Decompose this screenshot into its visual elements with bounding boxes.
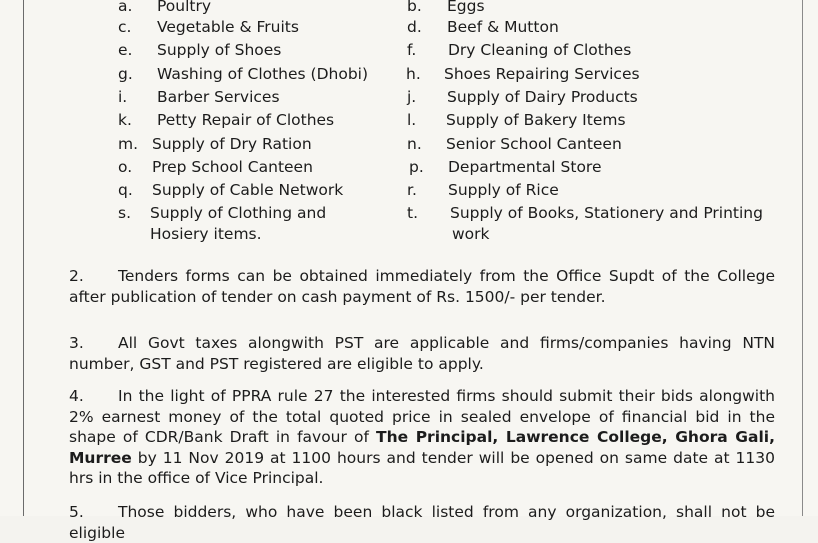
item-letter: f. xyxy=(407,41,417,59)
paragraph-text: All Govt taxes alongwith PST are applicable and firms/companies having NTN number, GST and PST registered are eligible to apply. xyxy=(69,334,775,373)
item-letter: g. xyxy=(118,65,133,83)
item-letter: p. xyxy=(409,158,424,176)
item-text-continued: work xyxy=(452,225,490,243)
item-text: Supply of Dairy Products xyxy=(447,88,638,106)
item-text: Prep School Canteen xyxy=(152,158,313,176)
item-letter: l. xyxy=(407,111,417,129)
item-letter: c. xyxy=(118,18,132,36)
paragraph-text-after: by 11 Nov 2019 at 1100 hours and tender will be opened on same date at 1130 hrs in the office of Vice Principal. xyxy=(69,448,775,487)
item-text: Shoes Repairing Services xyxy=(444,65,640,83)
paragraph-number: 5. xyxy=(69,503,84,521)
item-letter: b. xyxy=(407,0,422,15)
paragraph-text: Those bidders, who have been black listed from any organization, shall not be eligible xyxy=(69,503,775,542)
item-text: Supply of Shoes xyxy=(157,41,282,59)
margin-line-right xyxy=(802,0,803,516)
item-text: Supply of Rice xyxy=(448,181,559,199)
paragraph-text: Tenders forms can be obtained immediately from the Office Supdt of the College after publication of tender on cash payment of Rs. 1500/- per tender. xyxy=(69,267,775,306)
item-text: Barber Services xyxy=(157,88,280,106)
paragraph-4 xyxy=(69,386,775,489)
margin-line-left xyxy=(23,0,24,516)
item-text: Departmental Store xyxy=(448,158,602,176)
item-text: Supply of Books, Stationery and Printing xyxy=(450,204,763,222)
item-text: Eggs xyxy=(447,0,485,15)
paragraph-5 xyxy=(69,502,775,543)
item-letter: s. xyxy=(118,204,132,222)
item-letter: h. xyxy=(406,65,421,83)
item-letter: m. xyxy=(118,135,139,153)
item-letter: e. xyxy=(118,41,133,59)
item-text: Poultry xyxy=(157,0,212,15)
item-text: Supply of Clothing and xyxy=(150,204,327,222)
item-text: Petty Repair of Clothes xyxy=(157,111,335,129)
item-letter: r. xyxy=(407,181,417,199)
item-text: Supply of Cable Network xyxy=(152,181,344,199)
item-letter: q. xyxy=(118,181,133,199)
item-letter: n. xyxy=(407,135,422,153)
paragraph-number: 2. xyxy=(69,267,84,285)
paragraph-text-bold: The Principal, Lawrence College, Ghora Gali, Murree xyxy=(69,428,775,467)
item-text: Washing of Clothes (Dhobi) xyxy=(157,65,369,83)
item-text-continued: Hosiery items. xyxy=(150,225,262,243)
item-text: Vegetable & Fruits xyxy=(157,18,299,36)
item-letter: a. xyxy=(118,0,133,15)
item-text: Beef & Mutton xyxy=(447,18,559,36)
item-text: Supply of Bakery Items xyxy=(446,111,626,129)
item-text: Supply of Dry Ration xyxy=(152,135,312,153)
paragraph-2 xyxy=(69,266,775,307)
item-letter: d. xyxy=(407,18,422,36)
paragraph-3 xyxy=(69,333,775,374)
paragraph-number: 3. xyxy=(69,334,84,352)
item-letter: t. xyxy=(407,204,419,222)
paragraph-text-before: In the light of PPRA rule 27 the interested firms should submit their bids alongwith 2% earnest money of the total quoted price in sealed envelope of financial bid in the shape of CDR/Bank Draft in favour of xyxy=(69,387,775,446)
item-letter: k. xyxy=(118,111,132,129)
item-text: Senior School Canteen xyxy=(446,135,622,153)
item-letter: i. xyxy=(118,88,128,106)
item-letter: j. xyxy=(407,88,417,106)
item-letter: o. xyxy=(118,158,133,176)
paragraph-number: 4. xyxy=(69,387,84,405)
item-text: Dry Cleaning of Clothes xyxy=(448,41,632,59)
